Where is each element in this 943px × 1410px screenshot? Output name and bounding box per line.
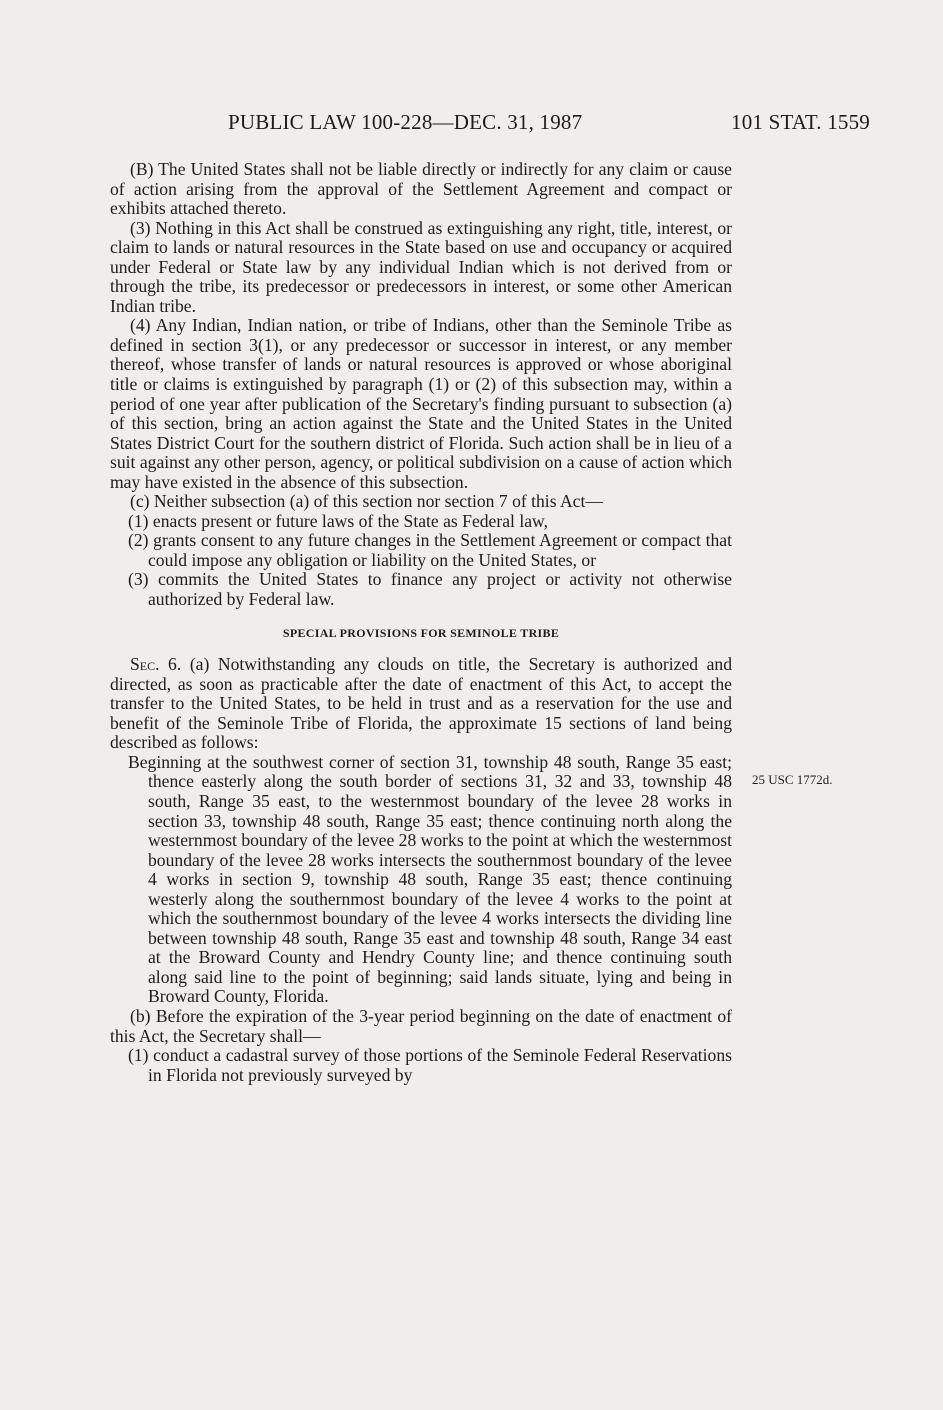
section-6-a [110, 655, 732, 753]
clause-6b1: (1) conduct a cadastral survey of those portions of the Seminole Federal Reservations in Florida not previously surveyed by [128, 1045, 732, 1085]
paragraph-c: (c) Neither subsection (a) of this section nor section 7 of this Act— [130, 491, 603, 512]
paragraph-6b: (b) Before the expiration of the 3-year period beginning on the date of enactment of this Act, the Secretary shall— [110, 1005, 732, 1046]
land-description: Beginning at the southwest corner of section 31, township 48 south, Range 35 east; thence easterly along the south border of sections 31, 32 and 33, township 48 south, Range 35 east, to the westernmost boundary of the levee 28 works in section 33, township 48 south, Range 35 east; thence continuing north along the westernmost boundary of the levee 28 works to the point at which the westernmost boundary of the levee 28 works intersects the southernmost boundary of the levee 4 works in section 9, township 48 south, Range 35 east; thence continuing westerly along the southernmost boundary of the levee 4 works to the point at which the southernmost boundary of the levee 4 works intersects the dividing line between township 48 south, Range 35 east and township 48 south, Range 34 east at the Broward County and Hendry County line; and thence continuing south along said line to the point of beginning; said lands situate, lying and being in Broward County, Florida. [128, 751, 732, 1007]
running-title: PUBLIC LAW 100-228—DEC. 31, 1987 [228, 110, 583, 134]
paragraph-b: (B) The United States shall not be liable directly or indirectly for any claim or cause of action arising from the approval of the Settlement Agreement and compact or exhibits attached thereto. [110, 159, 732, 219]
paragraph-3: (3) Nothing in this Act shall be construed as extinguishing any right, title, interest, or claim to lands or natural resources in the State based on use and occupancy or acquired under Federal or State law by any individual Indian which is not derived from or through the tribe, its predecessor or predecessors in interest, or some other American Indian tribe. [110, 217, 732, 316]
paragraph-4: (4) Any Indian, Indian nation, or tribe of Indians, other than the Seminole Tribe as defined in section 3(1), or any predecessor or successor in interest, or any member thereof, whose transfer of lands or natural resources is approved or whose aboriginal title or claims is extinguished by paragraph (1) or (2) of this subsection may, within a period of one year after publication of the Secretary's finding pursuant to subsection (a) of this section, bring an action against the State and the United States in the United States District Court for the southern district of Florida. Such action shall be in lieu of a suit against any other person, agency, or political subdivision on a cause of action which may have existed in the absence of this subsection. [110, 315, 732, 492]
section-heading: SPECIAL PROVISIONS FOR SEMINOLE TRIBE [282, 625, 560, 640]
section-label: Sec. 6. [130, 654, 182, 675]
clause-c2: (2) grants consent to any future changes in the Settlement Agreement or compact that could impose any obligation or liability on the United States, or [128, 530, 732, 570]
body-text [110, 160, 732, 1085]
section-6-a-text: (a) Notwithstanding any clouds on title, the Secretary is authorized and directed, as soon as practicable after the date of enactment of this Act, to accept the transfer to the United States, to be held in trust and as a reservation for the use and benefit of the Seminole Tribe of Florida, the approximate 15 sections of land being described as follows: [110, 654, 733, 753]
clause-c3: (3) commits the United States to finance any project or activity not otherwise authorized by Federal law. [128, 569, 732, 610]
statute-page-number: 101 STAT. 1559 [731, 110, 870, 134]
clause-c1: (1) enacts present or future laws of the State as Federal law, [128, 510, 548, 531]
margin-citation: 25 USC 1772d. [752, 772, 833, 787]
